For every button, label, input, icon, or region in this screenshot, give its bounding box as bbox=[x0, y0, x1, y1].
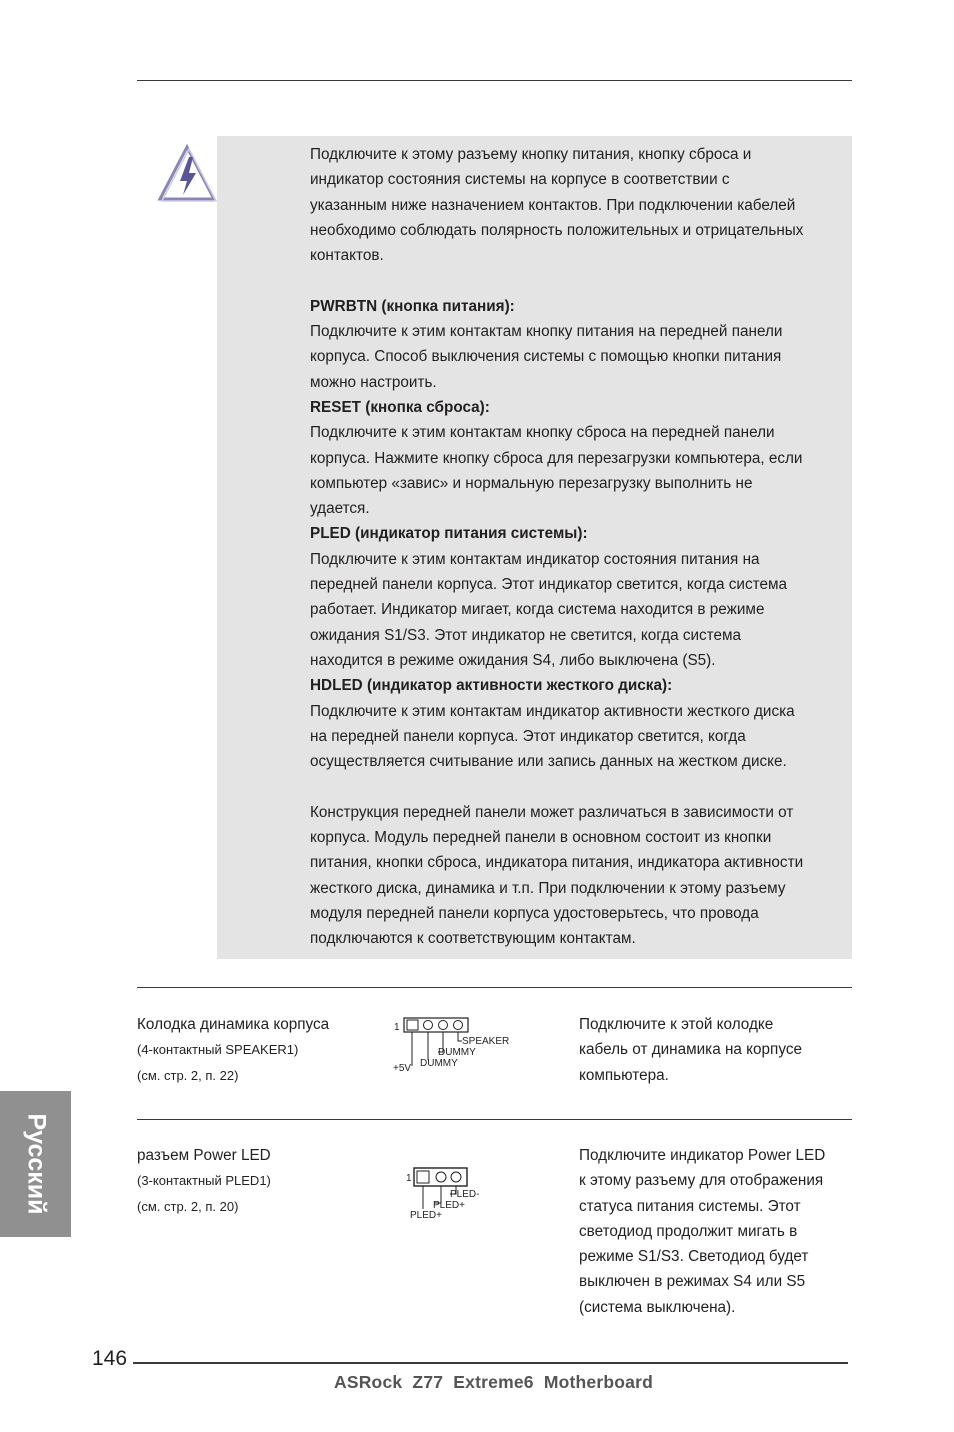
pled-pin1-label: 1 bbox=[406, 1173, 412, 1184]
speaker-pin-label: SPEAKER bbox=[462, 1036, 510, 1047]
reset-line: корпуса. Нажмите кнопку сброса для перезагрузки компьютера, если bbox=[310, 449, 803, 467]
footer-title: ASRock Z77 Extreme6 Motherboard bbox=[334, 1372, 653, 1392]
outro-line: модуля передней панели корпуса удостоверьтесь, что провода bbox=[310, 904, 759, 922]
pled-description bbox=[579, 1143, 859, 1320]
pled-desc-line: Подключите индикатор Power LED bbox=[579, 1147, 826, 1164]
pled-desc-line: светодиод продолжит мигать в bbox=[579, 1222, 798, 1240]
pwrbtn-heading: PWRBTN (кнопка питания): bbox=[310, 297, 515, 315]
language-tab-label: Русский bbox=[22, 1113, 50, 1215]
pled-line: находится в режиме ожидания S4, либо выключена (S5). bbox=[310, 651, 716, 669]
5v-pin-label: +5V bbox=[393, 1063, 412, 1074]
speaker-pin-square bbox=[407, 1020, 418, 1030]
reset-line: компьютер «завис» и нормальную перезагрузку выполнить не bbox=[310, 474, 753, 492]
warning-icon bbox=[156, 143, 218, 203]
outro-line: питания, кнопки сброса, индикатора питания, индикатора активности bbox=[310, 854, 804, 872]
pled-pin-count: (3-контактный PLED1) bbox=[137, 1173, 271, 1189]
pled-pin-diagram bbox=[404, 1163, 494, 1223]
pled-label: разъем Power LED bbox=[137, 1147, 271, 1164]
speaker-desc-line: кабель от динамика на корпусе bbox=[579, 1041, 802, 1059]
pled-desc-line: к этому разъему для отображения bbox=[579, 1172, 824, 1190]
pled-line: работает. Индикатор мигает, когда система находится в режиме bbox=[310, 601, 765, 619]
speaker-label: Колодка динамика корпуса bbox=[137, 1016, 330, 1033]
pled-plus-label: PLED+ bbox=[433, 1200, 465, 1211]
pled-header-info bbox=[137, 1143, 377, 1219]
speaker-desc-line: компьютера. bbox=[579, 1066, 669, 1084]
speaker-header-info bbox=[137, 1012, 377, 1088]
speaker-pin-count: (4-контактный SPEAKER1) bbox=[137, 1042, 299, 1058]
hdled-line: Подключите к этим контактам индикатор активности жесткого диска bbox=[310, 702, 795, 720]
pled-desc-line: (система выключена). bbox=[579, 1298, 736, 1316]
speaker-pin-diagram bbox=[390, 1012, 525, 1074]
pled-desc-line: режиме S1/S3. Светодиод будет bbox=[579, 1248, 809, 1266]
pled-page-ref: (см. стр. 2, п. 20) bbox=[137, 1198, 239, 1214]
note-intro-line: Подключите к этому разъему кнопку питания, кнопку сброса и bbox=[310, 146, 752, 163]
pwrbtn-line: корпуса. Способ выключения системы с помощью кнопки питания bbox=[310, 348, 782, 366]
speaker-description bbox=[579, 1012, 859, 1088]
speaker-pin1-label: 1 bbox=[394, 1022, 400, 1033]
outro-line: корпуса. Модуль передней панели в основном состоит из кнопки bbox=[310, 829, 772, 847]
outro-line: Конструкция передней панели может различаться в зависимости от bbox=[310, 803, 794, 821]
hdled-line: на передней панели корпуса. Этот индикатор светится, когда bbox=[310, 727, 746, 745]
page-number: 146 bbox=[92, 1347, 128, 1370]
speaker-desc-line: Подключите к этой колодке bbox=[579, 1016, 774, 1033]
reset-line: Подключите к этим контактам кнопку сброса на передней панели bbox=[310, 424, 775, 442]
speaker-pin bbox=[424, 1021, 433, 1030]
note-intro-line: необходимо соблюдать полярность положительных и отрицательных bbox=[310, 221, 804, 239]
pled-line: ожидания S1/S3. Этот индикатор не светится, когда система bbox=[310, 626, 742, 644]
pled-line: Подключите к этим контактам индикатор состояния питания на bbox=[310, 550, 760, 568]
pled-desc-line: выключен в режимах S4 или S5 bbox=[579, 1273, 806, 1291]
speaker-pin bbox=[454, 1021, 463, 1030]
dummy-pin-label: DUMMY bbox=[420, 1058, 458, 1069]
pwrbtn-line: можно настроить. bbox=[310, 373, 437, 391]
pled-pin bbox=[451, 1172, 461, 1182]
language-side-tab bbox=[0, 1091, 71, 1237]
outro-line: подключаются к соответствующим контактам. bbox=[310, 930, 636, 948]
pled-minus-label: PLED- bbox=[450, 1189, 480, 1200]
dummy-pin-label: DUMMY bbox=[438, 1047, 476, 1058]
section-rule bbox=[137, 987, 852, 988]
top-rule bbox=[137, 80, 852, 81]
reset-heading: RESET (кнопка сброса): bbox=[310, 398, 490, 416]
pled-plus-label: PLED+ bbox=[410, 1210, 442, 1221]
pled-pin-square bbox=[417, 1171, 429, 1183]
reset-line: удается. bbox=[310, 500, 370, 518]
hdled-heading: HDLED (индикатор активности жесткого диска): bbox=[310, 677, 673, 695]
hdled-line: осуществляется считывание или запись данных на жестком диске. bbox=[310, 753, 787, 771]
note-text bbox=[310, 142, 855, 952]
note-intro-line: индикатор состояния системы на корпусе в соответствии с bbox=[310, 171, 730, 189]
note-intro-line: контактов. bbox=[310, 247, 384, 265]
pled-heading: PLED (индикатор питания системы): bbox=[310, 525, 588, 543]
pled-pin bbox=[436, 1172, 446, 1182]
pled-line: передней панели корпуса. Этот индикатор светится, когда система bbox=[310, 576, 787, 594]
section-rule bbox=[137, 1119, 852, 1120]
pled-desc-line: статуса питания системы. Этот bbox=[579, 1197, 801, 1215]
footer-rule bbox=[133, 1362, 848, 1364]
speaker-pin bbox=[439, 1021, 448, 1030]
note-intro-line: указанным ниже назначением контактов. При подключении кабелей bbox=[310, 196, 796, 214]
outro-line: жесткого диска, динамика и т.п. При подключении к этому разъему bbox=[310, 879, 786, 897]
speaker-page-ref: (см. стр. 2, п. 22) bbox=[137, 1067, 239, 1083]
pwrbtn-line: Подключите к этим контактам кнопку питания на передней панели bbox=[310, 323, 783, 341]
